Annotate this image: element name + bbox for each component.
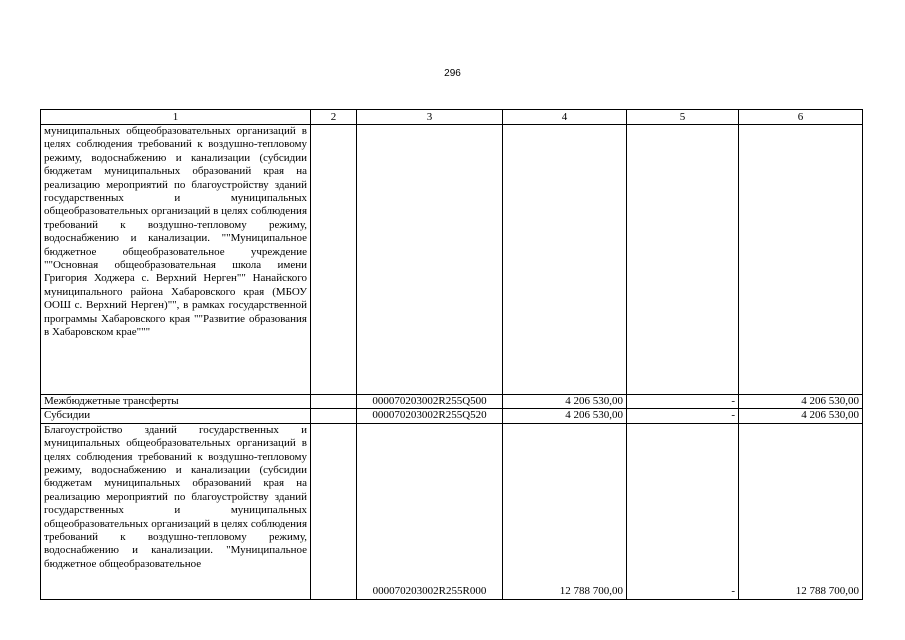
header-col-6: 6: [739, 110, 863, 125]
row-description: Межбюджетные трансферты: [41, 395, 311, 409]
row-code: [357, 125, 503, 395]
row-description: муниципальных общеобразовательных организаций в целях соблюдения требований к воздушно-тепловому режиму, водоснабжению и канализации (субсидии бюджетам муниципальных образований края на реализацию мероприятий по благоустройству зданий государственных и муниципальных общеобразовательных организаций в целях соблюдения требований к воздушно-тепловому режиму, водоснабжению и канализации. ""Муниципальное бюджетное общеобразовательное учреждение ""Основная общеобразовательная школа имени Григория Ходжера с. Верхний Нерген"" Нанайского муниципального района Хабаровского края (МБОУ ООШ с. Верхний Нерген)"", в рамках государственной программы Хабаровского края ""Развитие образования в Хабаровском крае""": [41, 125, 311, 395]
row-amount: [503, 125, 627, 395]
row-code: 000070203002R255Q500: [357, 395, 503, 409]
row-amount: 4 206 530,00: [503, 409, 627, 423]
table-header-row: [41, 110, 863, 125]
row-change: -: [627, 395, 739, 409]
header-col-3: 3: [357, 110, 503, 125]
row-col2: [311, 423, 357, 599]
row-change: [627, 125, 739, 395]
row-total: 4 206 530,00: [739, 395, 863, 409]
header-col-4: 4: [503, 110, 627, 125]
table-row: [41, 395, 863, 409]
header-col-5: 5: [627, 110, 739, 125]
table-row: [41, 423, 863, 599]
row-total: 4 206 530,00: [739, 409, 863, 423]
page-number: 296: [444, 68, 461, 79]
header-col-1: 1: [41, 110, 311, 125]
row-code: 000070203002R255Q520: [357, 409, 503, 423]
row-description: Субсидии: [41, 409, 311, 423]
row-col2: [311, 395, 357, 409]
row-col2: [311, 125, 357, 395]
table-row: [41, 409, 863, 423]
row-code: 000070203002R255R000: [357, 423, 503, 599]
row-change: -: [627, 423, 739, 599]
row-total: 12 788 700,00: [739, 423, 863, 599]
row-amount: 4 206 530,00: [503, 395, 627, 409]
table-row: [41, 125, 863, 395]
row-change: -: [627, 409, 739, 423]
budget-table: [40, 109, 863, 600]
row-total: [739, 125, 863, 395]
header-col-2: 2: [311, 110, 357, 125]
row-amount: 12 788 700,00: [503, 423, 627, 599]
row-col2: [311, 409, 357, 423]
row-description: Благоустройство зданий государственных и муниципальных общеобразовательных организаций в целях соблюдения требований к воздушно-тепловому режиму, водоснабжению и канализации (субсидии бюджетам муниципальных образований края на реализацию мероприятий по благоустройству зданий государственных и муниципальных общеобразовательных организаций в целях соблюдения требований к воздушно-тепловому режиму, водоснабжению и канализации. "Муниципальное бюджетное общеобразовательное: [41, 423, 311, 599]
